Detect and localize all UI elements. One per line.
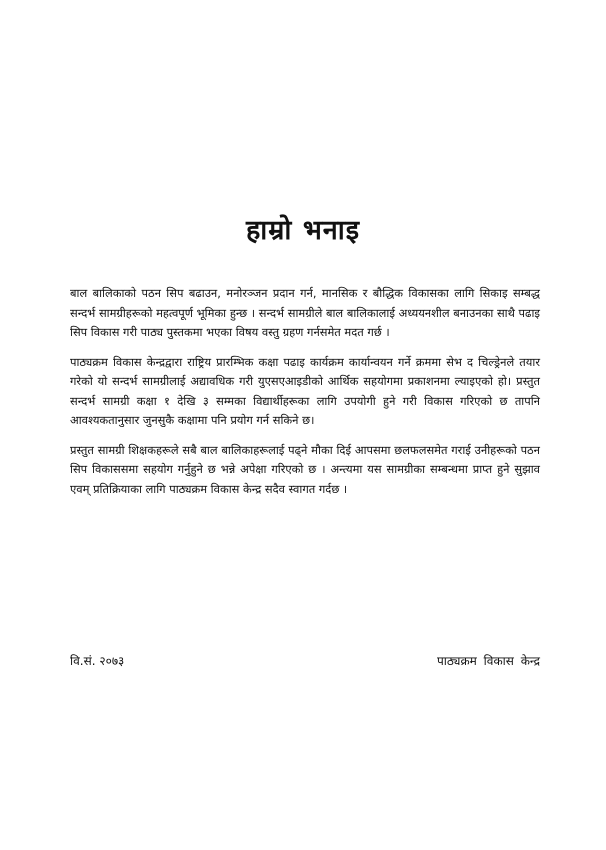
date-text: वि.सं. २०७३ bbox=[70, 654, 125, 668]
page-title: हाम्रो भनाइ bbox=[245, 215, 361, 246]
paragraph-3: प्रस्तुत सामग्री शिक्षकहरूले सबै बाल बालिकाहरूलाई पढ्ने मौका दिई आपसमा छलफलसमेत गराई उनीहरूको पठन सिप विकाससमा सहयोग गर्नुहुने छ भन्ने अपेक्षा गरिएको छ । अन्त्यमा यस सामग्रीका सम्बन्धमा प्राप्त हुने सुझाव एवम् प्रतिक्रियाका लागि पाठ्यक्रम विकास केन्द्र सदैव स्वागत गर्दछ । bbox=[70, 442, 540, 496]
signature-text: पाठ्यक्रम विकास केन्द्र bbox=[436, 654, 540, 668]
paragraph-2: पाठ्यक्रम विकास केन्द्रद्वारा राष्ट्रिय प्रारम्भिक कक्षा पढाइ कार्यक्रम कार्यान्वयन गर्ने क्रममा सेभ द चिल्ड्रेनले तयार गरेको यो सन्दर्भ सामग्रीलाई अद्यावधिक गरी युएसएआइडीको आर्थिक सहयोगमा प्रकाशनमा ल्याइएको हो। प्रस्तुत सन्दर्भ सामग्री कक्षा १ देखि ३ सम्मका विद्यार्थीहरूका लागि उपयोगी हुने गरी विकास गरिएको छ तापनि आवश्यकतानुसार जुनसुकै कक्षामा पनि प्रयोग गर्न सकिने छ। bbox=[70, 354, 540, 427]
paragraph-1: बाल बालिकाको पठन सिप बढाउन, मनोरञ्जन प्रदान गर्न, मानसिक र बौद्धिक विकासका लागि सिकाइ सम्बद्ध सन्दर्भ सामग्रीहरूको महत्वपूर्ण भूमिका हुन्छ । सन्दर्भ सामग्रीले बाल बालिकालाई अध्ययनशील बनाउनका साथै पढाइ सिप विकास गरी पाठ्य पुस्तकमा भएका विषय वस्तु ग्रहण गर्नसमेत मदत गर्छ । bbox=[70, 286, 540, 339]
body-text bbox=[70, 284, 540, 509]
